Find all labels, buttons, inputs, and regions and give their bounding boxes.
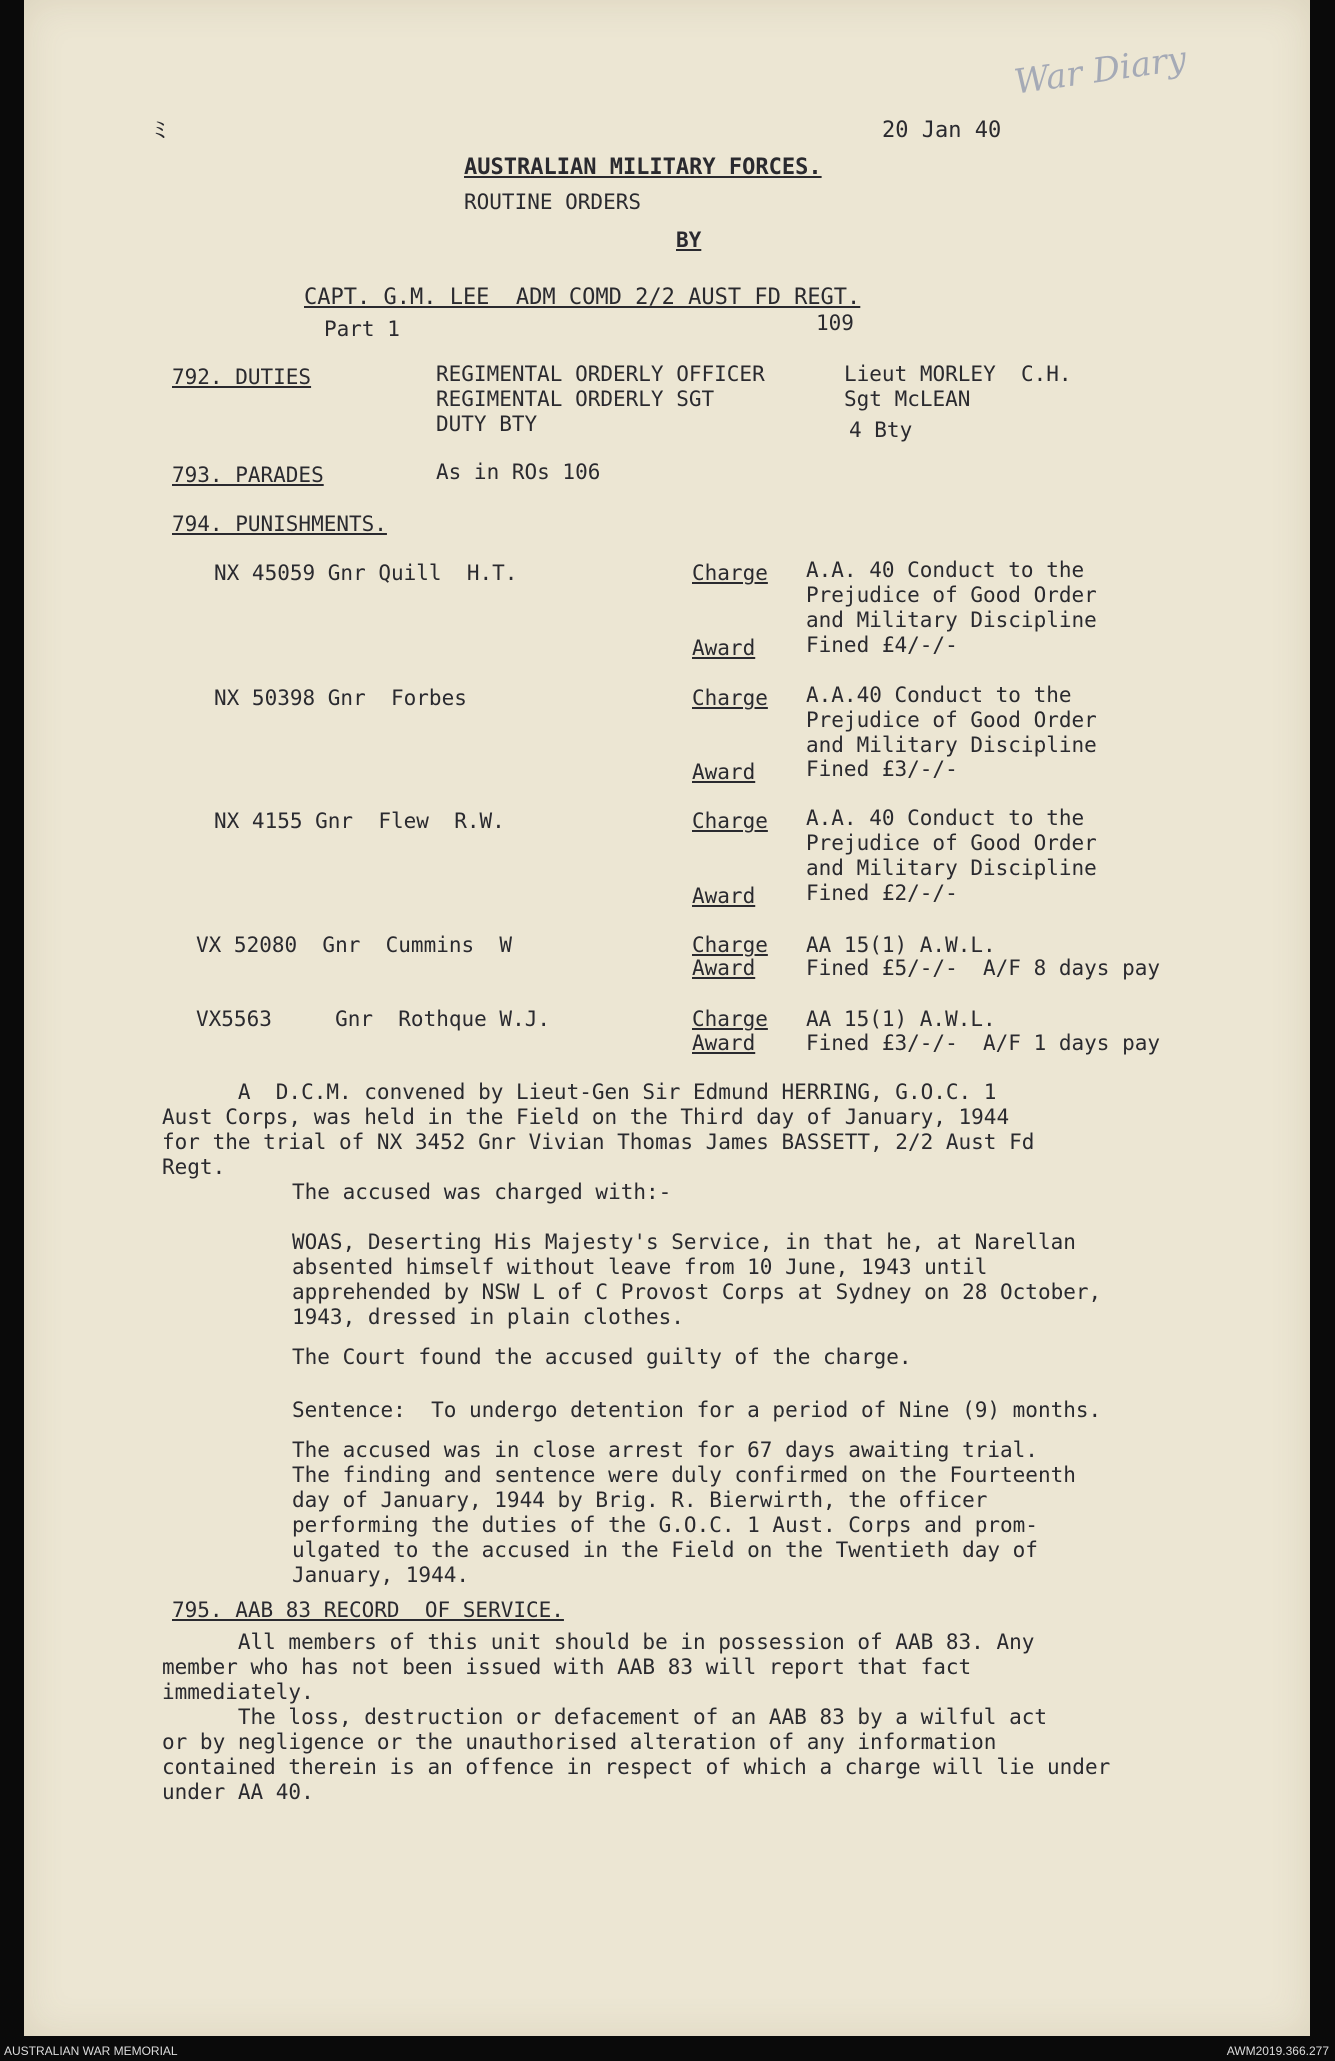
charge-label: Charge	[692, 809, 768, 833]
record-para-1: All members of this unit should be in possession of AAB 83. Any member who has not been issued with AAB 83 will report that fact immediately.	[162, 1630, 1035, 1704]
date: 20 Jan 40	[882, 118, 1002, 143]
award-text: Fined £3/-/- A/F 1 days pay	[806, 1031, 1161, 1055]
soldier-name: VX5563 Gnr Rothque W.J.	[196, 1007, 551, 1031]
part-label: Part 1	[324, 317, 400, 341]
soldier-name: VX 52080 Gnr Cummins W	[196, 933, 513, 957]
soldier-name: NX 50398 Gnr Forbes	[214, 686, 467, 710]
charge-label: Charge	[692, 1007, 768, 1031]
charge-label: Charge	[692, 933, 768, 957]
parades-text: As in ROs 106	[436, 460, 601, 484]
record-heading: 795. AAB 83 RECORD OF SERVICE.	[172, 1598, 564, 1622]
woas-statement: WOAS, Deserting His Majesty's Service, in that he, at Narellan absented himself without leave from 10 June, 1943 until apprehended by NSW L of C Provost Corps at Sydney on 28 October, 1943, dressed in plain clothes.	[292, 1230, 1102, 1329]
award-label: Award	[692, 956, 756, 980]
award-label: Award	[692, 1031, 756, 1055]
footer-credit: AUSTRALIAN WAR MEMORIAL	[4, 2044, 178, 2058]
award-label: Award	[692, 884, 756, 908]
charge-text: A.A. 40 Conduct to the Prejudice of Good Order and Military Discipline	[806, 558, 1097, 632]
duty-role: DUTY BTY	[436, 412, 538, 436]
award-text: Fined £5/-/- A/F 8 days pay	[806, 956, 1161, 980]
confirmation: The accused was in close arrest for 67 days awaiting trial. The finding and sentence were duly confirmed on the Fourteenth day of January, 1944 by Brig. R. Bierwirth, the officer performing the duties of the G.O.C. 1 Aust. Corps and prom- ulgated to the accused in the Field on the Twentieth day of January, 1944.	[292, 1438, 1076, 1587]
parades-heading: 793. PARADES	[172, 463, 324, 487]
award-label: Award	[692, 636, 756, 660]
award-text: Fined £3/-/-	[806, 757, 958, 781]
punishments-heading: 794. PUNISHMENTS.	[172, 512, 387, 536]
award-text: Fined £2/-/-	[806, 881, 958, 905]
duty-name: 4 Bty	[849, 418, 913, 442]
charge-text: A.A. 40 Conduct to the Prejudice of Good Order and Military Discipline	[806, 806, 1097, 880]
footer-id: AWM2019.366.277	[1226, 2044, 1329, 2058]
doc-title: AUSTRALIAN MILITARY FORCES.	[464, 155, 822, 180]
charge-text: AA 15(1) A.W.L.	[806, 1007, 996, 1031]
duty-name: Sgt McLEAN	[844, 387, 971, 411]
record-para-2: The loss, destruction or defacement of an AAB 83 by a wilful act or by negligence or the unauthorised alteration of any information contained therein is an offence in respect of which a charge will lie under under AA 40.	[162, 1705, 1111, 1804]
charge-text: AA 15(1) A.W.L.	[806, 933, 996, 957]
order-number: 109	[816, 311, 854, 335]
duty-role: REGIMENTAL ORDERLY SGT	[436, 387, 715, 411]
sentence: Sentence: To undergo detention for a period of Nine (9) months.	[292, 1398, 1102, 1422]
charge-label: Charge	[692, 686, 768, 710]
charge-label: Charge	[692, 561, 768, 585]
officer-line: CAPT. G.M. LEE ADM COMD 2/2 AUST FD REGT.	[304, 285, 861, 310]
duty-role: REGIMENTAL ORDERLY OFFICER	[436, 362, 765, 386]
award-text: Fined £4/-/-	[806, 633, 958, 657]
doc-subtitle: ROUTINE ORDERS	[464, 190, 642, 214]
award-label: Award	[692, 760, 756, 784]
duties-heading: 792. DUTIES	[172, 365, 312, 389]
charge-text: A.A.40 Conduct to the Prejudice of Good Order and Military Discipline	[806, 683, 1097, 757]
soldier-name: NX 4155 Gnr Flew R.W.	[214, 809, 505, 833]
dcm-paragraph: A D.C.M. convened by Lieut-Gen Sir Edmund HERRING, G.O.C. 1 Aust Corps, was held in the Field on the Third day of January, 1944 for the trial of NX 3452 Gnr Vivian Thomas James BASSETT, 2/2 Aust Fd Regt.	[162, 1080, 1035, 1179]
footer-bar	[0, 2036, 1335, 2061]
by-label: BY	[676, 228, 702, 252]
accused-charged: The accused was charged with:-	[292, 1180, 672, 1204]
margin-mark: ﾐ	[154, 116, 166, 144]
handwritten-note: War Diary	[1011, 38, 1189, 103]
duty-name: Lieut MORLEY C.H.	[844, 362, 1072, 386]
court-finding: The Court found the accused guilty of the charge.	[292, 1345, 912, 1369]
soldier-name: NX 45059 Gnr Quill H.T.	[214, 561, 518, 585]
document-page	[24, 0, 1310, 2036]
